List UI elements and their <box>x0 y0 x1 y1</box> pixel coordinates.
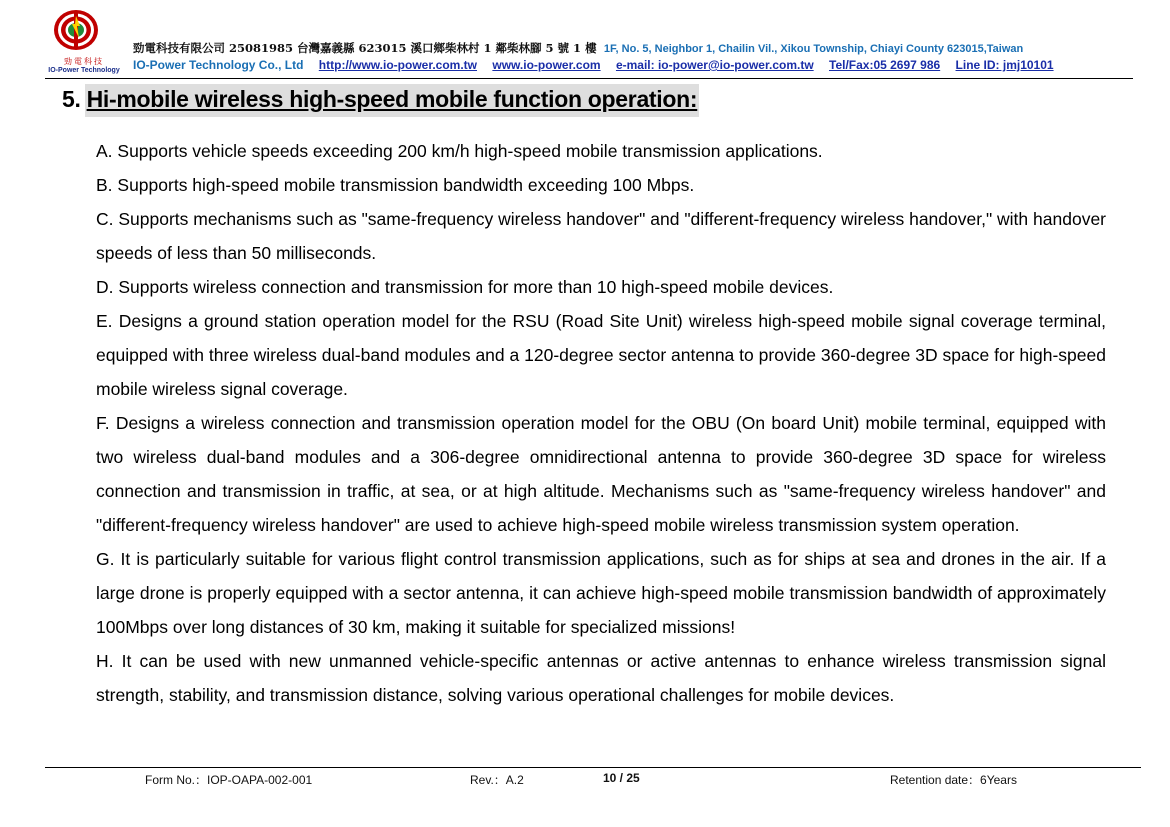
section-title: Hi-mobile wireless high-speed mobile function operation: <box>85 84 700 117</box>
paragraph-b: B. Supports high-speed mobile transmission bandwidth exceeding 100 Mbps. <box>96 175 695 195</box>
paragraph-f: F. Designs a wireless connection and transmission operation model for the OBU (On board Unit) mobile terminal, equipped with two wireless dual-band modules and a 306-degree omnidirectional antenna to provide 360-degree 3D space for wireless connection and transmission in traffic, at sea, or at high altitude. Mechanisms such as "same-frequency wireless handover" and "different-frequency wireless handover" are used to achieve high-speed mobile wireless transmission system operation. <box>96 413 1106 535</box>
line-id-link[interactable]: Line ID: jmj10101 <box>955 58 1054 72</box>
paragraph-h: H. It can be used with new unmanned vehicle-specific antennas or active antennas to enhance wireless transmission signal strength, stability, and transmission distance, solving various operational challenges for mobile devices. <box>96 651 1106 705</box>
header-contact-line <box>133 58 1054 72</box>
footer-revision: Rev.：A.2 <box>470 773 524 787</box>
footer-divider <box>45 767 1141 768</box>
header-address-line <box>133 40 1023 56</box>
paragraph-e: E. Designs a ground station operation model for the RSU (Road Site Unit) wireless high-speed mobile signal coverage terminal, equipped with three wireless dual-band modules and a 120-degree sector antenna to provide 360-degree 3D space for high-speed mobile wireless signal coverage. <box>96 311 1106 399</box>
paragraph-c: C. Supports mechanisms such as "same-frequency wireless handover" and "different-frequency wireless handover," with handover speeds of less than 50 milliseconds. <box>96 209 1106 263</box>
website-link-1[interactable]: http://www.io-power.com.tw <box>318 58 478 72</box>
footer-form-number: Form No.：IOP-OAPA-002-001 <box>145 773 313 787</box>
paragraph-d: D. Supports wireless connection and transmission for more than 10 high-speed mobile devices. <box>96 277 834 297</box>
paragraph-a: A. Supports vehicle speeds exceeding 200 km/h high-speed mobile transmission applications. <box>96 141 823 161</box>
logo-english-text: IO-Power Technology <box>48 67 120 74</box>
address-chinese: 勁電科技有限公司 25081985 台灣嘉義縣 623015 溪口鄉柴林村 1 鄰柴林腳 5 號 1 樓 <box>133 41 597 55</box>
website-link-2[interactable]: www.io-power.com <box>492 58 601 72</box>
company-name: IO-Power Technology Co., Ltd <box>133 58 304 72</box>
tel-fax-link[interactable]: Tel/Fax:05 2697 986 <box>829 58 941 72</box>
section-body <box>96 134 1106 712</box>
section-number: 5. <box>62 86 81 112</box>
logo-chinese-text: 勁電科技 <box>64 57 104 66</box>
header-divider <box>45 78 1133 79</box>
company-logo <box>44 8 124 78</box>
company-logo-icon <box>44 8 124 58</box>
page-header <box>0 0 1170 80</box>
footer-retention-date: Retention date：6Years <box>890 773 1017 787</box>
paragraph-g: G. It is particularly suitable for various flight control transmission applications, such as for ships at sea and drones in the air. If a large drone is properly equipped with a sector antenna, it can achieve high-speed mobile transmission bandwidth of approximately 100Mbps over long distances of 30 km, making it suitable for specialized missions! <box>96 549 1106 637</box>
address-english: 1F, No. 5, Neighbor 1, Chailin Vil., Xikou Township, Chiayi County 623015,Taiwan <box>603 43 1024 55</box>
footer-page-number: 10 / 25 <box>603 771 640 785</box>
section-heading <box>62 86 699 113</box>
email-link[interactable]: e-mail: io-power@io-power.com.tw <box>615 58 814 72</box>
